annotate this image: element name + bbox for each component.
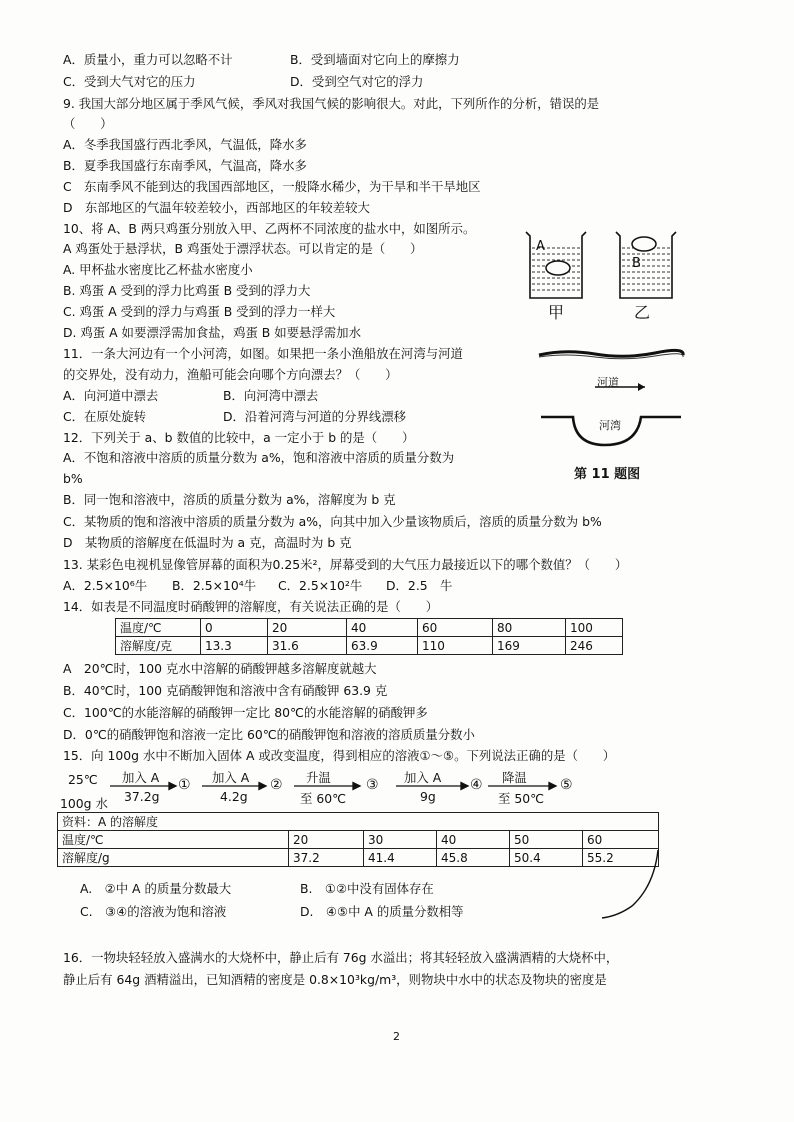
- flow-step4-bottom: 9g: [420, 789, 436, 804]
- q15-option-c: C. ③④的溶液为饱和溶液: [80, 904, 227, 919]
- q15-option-a: A. ②中 A 的质量分数最大: [80, 881, 232, 896]
- q11-option-d: D．沿着河湾与河道的分界线漂移: [223, 409, 407, 424]
- q10-option-b: B. 鸡蛋 A 受到的浮力比鸡蛋 B 受到的浮力大: [63, 283, 311, 298]
- egg-a-shape: [546, 261, 570, 275]
- q12-option-b: B．同一饱和溶液中，溶质的质量分数为 a%，溶解度为 b 克: [63, 492, 396, 507]
- table-title: 资料：A 的溶解度: [58, 813, 659, 831]
- flow-step5-top: 降温: [502, 770, 527, 785]
- q8-option-d: D．受到空气对它的浮力: [290, 74, 424, 89]
- table-cell: 55.2: [583, 849, 659, 867]
- egg-b-label: B: [632, 256, 641, 271]
- q15-stem: 15．向 100g 水中不断加入固体 A 或改变温度，得到相应的溶液①～⑤。下列说法正确的是（ ）: [63, 748, 616, 763]
- q8-option-c: C．受到大气对它的压力: [63, 74, 196, 89]
- flow-step1-bottom: 37.2g: [124, 789, 160, 804]
- q10-stem-2: A 鸡蛋处于悬浮状，B 鸡蛋处于漂浮状态。可以肯定的是（ ）: [63, 241, 423, 256]
- table-row: [58, 849, 659, 867]
- table-cell: 45.8: [437, 849, 510, 867]
- q8-option-b: B．受到墙面对它向上的摩擦力: [290, 52, 460, 67]
- q10-stem: 10、将 A、B 两只鸡蛋分别放入甲、乙两杯不同浓度的盐水中，如图所示。: [63, 221, 476, 236]
- table-cell: 0: [201, 619, 268, 637]
- q9-option-c: C 东南季风不能到达的我国西部地区，一般降水稀少，为干旱和半干旱地区: [63, 179, 481, 194]
- pen-stroke-mark: [596, 846, 666, 922]
- q14-option-b: B．40℃时，100 克硝酸钾饱和溶液中含有硝酸钾 63.9 克: [63, 683, 388, 698]
- flow-start-temp: 25℃: [68, 772, 98, 787]
- egg-beakers-figure: [520, 226, 690, 326]
- table-cell: 溶解度/g: [58, 849, 289, 867]
- flow-solution-3: ③: [366, 777, 379, 793]
- q9-option-d: D 东部地区的气温年较差较小，西部地区的年较差较大: [63, 200, 370, 215]
- q9-stem: 9. 我国大部分地区属于季风气候，季风对我国气候的影响很大。对此，下列所作的分析，错误的是: [63, 96, 600, 111]
- flow-arrowhead: [638, 383, 645, 391]
- q16-stem-2: 静止后有 64g 酒精溢出，已知酒精的密度是 0.8×10³kg/m³，则物块中水中的状态及物块的密度是: [63, 972, 607, 987]
- table-cell: 110: [418, 637, 493, 655]
- table-cell: 60: [583, 831, 659, 849]
- flow-start-water: 100g 水: [60, 796, 108, 811]
- q12-option-d: D 某物质的溶解度在低温时为 a 克，高温时为 b 克: [63, 535, 352, 550]
- q12-option-a: A．不饱和溶液中溶质的质量分数为 a%，饱和溶液中溶质的质量分数为: [63, 450, 455, 465]
- flow-step2-bottom: 4.2g: [220, 789, 248, 804]
- table-row: [116, 637, 623, 655]
- beaker-jia-label: 甲: [548, 303, 565, 322]
- q11-option-a: A．向河道中漂去: [63, 388, 159, 403]
- table-cell: 40: [437, 831, 510, 849]
- flow-step4-top: 加入 A: [404, 770, 442, 785]
- q10-option-c: C. 鸡蛋 A 受到的浮力与鸡蛋 B 受到的浮力一样大: [63, 304, 336, 319]
- table-cell: 40: [347, 619, 418, 637]
- q13-option-b: B．2.5×10⁴牛: [172, 578, 257, 593]
- table-cell: 169: [493, 637, 566, 655]
- q13-option-d: D．2.5 牛: [386, 578, 453, 593]
- q12-stem: 12．下列关于 a、b 数值的比较中，a 一定小于 b 的是（ ）: [63, 430, 415, 445]
- table-cell: 60: [418, 619, 493, 637]
- page-number: 2: [393, 1030, 400, 1043]
- q9-option-b: B．夏季我国盛行东南季风，气温高，降水多: [63, 158, 307, 173]
- flow-solution-2: ②: [270, 777, 283, 793]
- egg-a-label: A: [536, 239, 545, 254]
- q14-solubility-table: [115, 618, 623, 655]
- table-cell: 31.6: [268, 637, 347, 655]
- q13-stem: 13. 某彩色电视机显像管屏幕的面积为0.25米²，屏幕受到的大气压力最接近以下的哪个数值？（ ）: [63, 557, 628, 572]
- table-cell: 溶解度/克: [116, 637, 201, 655]
- table-cell: 30: [364, 831, 437, 849]
- q8-option-a: A．质量小，重力可以忽略不计: [63, 52, 233, 67]
- q10-option-d: D. 鸡蛋 A 如要漂浮需加食盐，鸡蛋 B 如要悬浮需加水: [63, 325, 361, 340]
- flow-step2-top: 加入 A: [212, 770, 250, 785]
- table-cell: 温度/℃: [116, 619, 201, 637]
- table-row: [58, 813, 659, 831]
- q12-option-c: C．某物质的饱和溶液中溶质的质量分数为 a%，向其中加入少量该物质后，溶质的质量分数为 b%: [63, 514, 602, 529]
- river-label: 河道: [597, 376, 619, 389]
- table-row: [116, 619, 623, 637]
- table-row: [58, 831, 659, 849]
- flow-solution-1: ①: [178, 777, 191, 793]
- q14-option-d: D．0℃的硝酸钾饱和溶液一定比 60℃的硝酸钾饱和溶液的溶质质量分数小: [63, 727, 475, 742]
- table-cell: 13.3: [201, 637, 268, 655]
- flow-step1-top: 加入 A: [122, 770, 160, 785]
- table-cell: 50: [510, 831, 583, 849]
- flow-solution-5: ⑤: [560, 777, 573, 793]
- q11-stem: 11．一条大河边有一个小河湾，如图。如果把一条小渔船放在河湾与河道: [63, 346, 463, 361]
- q13-option-c: C．2.5×10²牛: [278, 578, 363, 593]
- q9-stem-paren: （ ）: [63, 116, 113, 131]
- q11-stem-2: 的交界处，没有动力，渔船可能会向哪个方向漂去？（ ）: [63, 367, 398, 382]
- river-bay-figure: [535, 345, 685, 460]
- flow-step3-bottom: 至 60℃: [300, 791, 347, 806]
- flow-step5-bottom: 至 50℃: [498, 791, 545, 806]
- fig11-caption: 第 11 题图: [574, 467, 641, 482]
- egg-b-shape: [632, 237, 656, 251]
- flow-step3-top: 升温: [306, 770, 331, 785]
- table-cell: 63.9: [347, 637, 418, 655]
- table-cell: 246: [566, 637, 623, 655]
- q15-solubility-table: [57, 812, 659, 867]
- table-cell: 20: [289, 831, 364, 849]
- flow-solution-4: ④: [470, 777, 483, 793]
- q15-option-d: D. ④⑤中 A 的质量分数相等: [300, 904, 464, 919]
- table-cell: 80: [493, 619, 566, 637]
- q14-stem: 14．如表是不同温度时硝酸钾的溶解度，有关说法正确的是（ ）: [63, 599, 439, 614]
- q9-option-a: A．冬季我国盛行西北季风，气温低，降水多: [63, 137, 307, 152]
- bay-label: 河湾: [599, 419, 621, 432]
- q12-option-a-cont: b%: [63, 471, 83, 486]
- q16-stem: 16．一物块轻轻放入盛满水的大烧杯中，静止后有 76g 水溢出；将其轻轻放入盛满酒精的大烧杯中，: [63, 950, 619, 965]
- table-cell: 50.4: [510, 849, 583, 867]
- table-cell: 100: [566, 619, 623, 637]
- beaker-yi-label: 乙: [634, 303, 651, 322]
- q13-option-a: A．2.5×10⁶牛: [63, 578, 148, 593]
- q14-option-c: C．100℃的水能溶解的硝酸钾一定比 80℃的水能溶解的硝酸钾多: [63, 705, 428, 720]
- q11-option-c: C．在原处旋转: [63, 409, 146, 424]
- table-cell: 37.2: [289, 849, 364, 867]
- table-cell: 20: [268, 619, 347, 637]
- q11-option-b: B．向河湾中漂去: [223, 388, 319, 403]
- table-cell: 温度/℃: [58, 831, 289, 849]
- q15-option-b: B. ①②中没有固体存在: [300, 881, 434, 896]
- q10-option-a: A. 甲杯盐水密度比乙杯盐水密度小: [63, 262, 253, 277]
- q14-option-a: A 20℃时，100 克水中溶解的硝酸钾越多溶解度就越大: [63, 661, 377, 676]
- table-cell: 41.4: [364, 849, 437, 867]
